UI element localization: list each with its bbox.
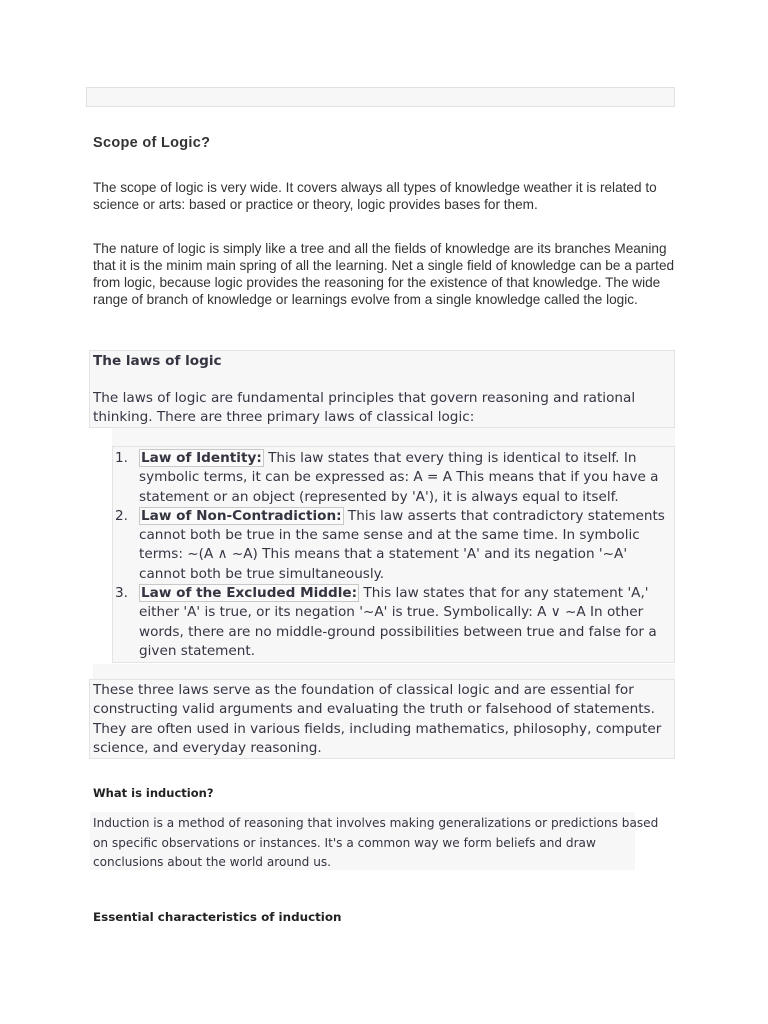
induction-heading: What is induction? [93,786,214,800]
list-item [112,584,675,661]
law-text: This law states that every thing is identical to itself. In symbolic terms, it can be expressed as: A = A This means that if you have a statement or an object (represented by 'A'), it is always equal to itself. [139,450,659,505]
list-number: 2. [115,507,128,524]
law-name: Law of Non-Contradiction: [141,507,342,524]
scope-heading: Scope of Logic? [93,135,211,151]
scope-paragraph-1: The scope of logic is very wide. It covers always all types of knowledge weather it is related to science or arts: based or practice or theory, logic provides bases for them. [93,180,657,212]
strip-above-list [112,428,675,446]
laws-summary: These three laws serve as the foundation of classical logic and are essential for constructing valid arguments and evaluating the truth or falsehood of statements. They are often used in various fields, including mathematics, philosophy, computer science, and everyday reasoning. [93,682,662,756]
laws-heading: The laws of logic [93,353,222,369]
scope-paragraph-2: The nature of logic is simply like a tree and all the fields of knowledge are its branches Meaning that it is the minim main spring of all the learning. Net a single field of knowledge can be a parted from logic, because logic provides the reasoning for the existence of that knowledge. The wide range of branch of knowledge or learnings evolve from a single knowledge called the logic. [93,241,675,307]
law-text: This law asserts that contradictory statements cannot both be true in the same sense and at the same time. In symbolic terms: ~(A ∧ ~A) This means that a statement 'A' and its negation '~A' cannot both be true simultaneously. [139,507,665,582]
characteristics-heading: Essential characteristics of induction [93,910,342,924]
list-item [112,507,675,584]
list-number: 3. [115,585,128,602]
laws-intro: The laws of logic are fundamental principles that govern reasoning and rational thinking. There are three primary laws of classical logic: [93,390,636,425]
laws-list [112,449,675,661]
strip-below-list [93,664,675,679]
list-item [112,449,675,507]
top-bar [86,87,675,107]
law-name: Law of the Excluded Middle: [141,585,358,602]
list-number: 1. [115,450,128,466]
law-text: This law states that for any statement 'A,' either 'A' is true, or its negation '~A' is true. Symbolically: A ∨ ~A In other words, there are no middle-ground possibilities between true and false for a given statement. [139,585,657,659]
law-name: Law of Identity: [141,450,262,466]
induction-text: Induction is a method of reasoning that involves making generalizations or predictions based on specific observations or instances. It's a common way we form beliefs and draw conclusions about the world around us. [93,816,659,869]
